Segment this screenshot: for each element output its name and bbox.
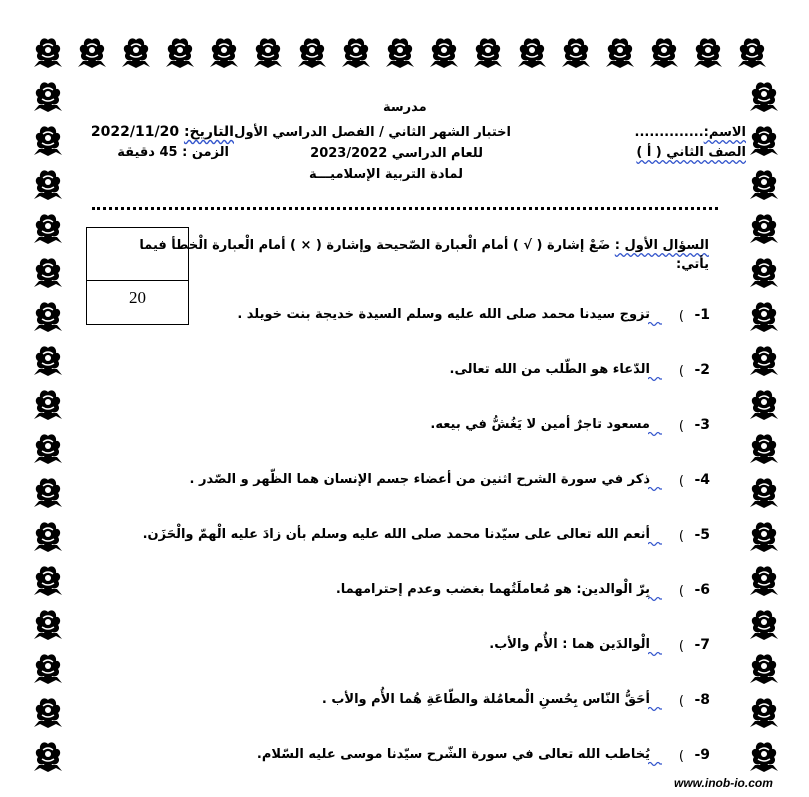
question-item <box>210 417 710 439</box>
date-label: التاريخ: <box>183 124 234 140</box>
question-instruction <box>139 238 709 253</box>
answer-blank[interactable]: ) <box>678 309 684 324</box>
answer-mark-icon <box>648 376 662 382</box>
flower-ornament-icon <box>750 610 778 640</box>
answer-mark-icon <box>648 541 662 547</box>
flower-ornament-icon <box>430 38 458 68</box>
answer-blank[interactable]: ) <box>678 584 684 599</box>
question-statement: الْوالدَين هما : الأُم والأب. <box>489 637 650 652</box>
flower-ornament-icon <box>78 38 106 68</box>
answer-blank[interactable]: ) <box>678 419 684 434</box>
flower-ornament-icon <box>34 82 62 112</box>
flower-ornament-icon <box>210 38 238 68</box>
flower-ornament-icon <box>694 38 722 68</box>
question-statement: تزوج سيدنا محمد صلى الله عليه وسلم السيدة خديجة بنت خويلد . <box>237 307 650 322</box>
question-item <box>142 527 710 549</box>
question-number: -1 <box>694 307 710 323</box>
flower-ornament-icon <box>750 522 778 552</box>
question-number: -9 <box>694 747 710 763</box>
flower-ornament-icon <box>34 566 62 596</box>
question-number: -4 <box>694 472 710 488</box>
question-item <box>210 692 710 714</box>
flower-ornament-icon <box>750 434 778 464</box>
exam-duration: الزمن : 45 دقيقة <box>117 145 229 160</box>
name-blank: .............. <box>634 125 704 140</box>
exam-title: اختبار الشهر الثاني / الفصل الدراسي الأول <box>234 125 511 140</box>
question-item <box>210 362 710 384</box>
question-statement: مسعود تاجرٌ أمين لا يَغُشُّ في بيعه. <box>430 417 650 432</box>
score-box-divider <box>87 280 188 281</box>
flower-ornament-icon <box>750 346 778 376</box>
question-number: -6 <box>694 582 710 598</box>
flower-ornament-icon <box>34 698 62 728</box>
flower-ornament-icon <box>750 170 778 200</box>
question-number: -5 <box>694 527 710 543</box>
question-title: السؤال الأول : <box>614 238 709 253</box>
flower-ornament-icon <box>738 38 766 68</box>
flower-ornament-icon <box>474 38 502 68</box>
flower-ornament-icon <box>34 742 62 772</box>
answer-blank[interactable]: ) <box>678 364 684 379</box>
answer-mark-icon <box>648 596 662 602</box>
flower-ornament-icon <box>750 742 778 772</box>
question-item <box>210 747 710 769</box>
answer-mark-icon <box>648 431 662 437</box>
answer-blank[interactable]: ) <box>678 694 684 709</box>
flower-ornament-icon <box>750 214 778 244</box>
flower-ornament-icon <box>34 258 62 288</box>
student-name-field[interactable] <box>635 125 746 140</box>
flower-ornament-icon <box>254 38 282 68</box>
flower-ornament-icon <box>34 522 62 552</box>
flower-ornament-icon <box>650 38 678 68</box>
answer-mark-icon <box>648 321 662 327</box>
question-number: -8 <box>694 692 710 708</box>
flower-ornament-icon <box>34 478 62 508</box>
flower-ornament-icon <box>562 38 590 68</box>
date-value: 2022/11/20 <box>90 124 180 140</box>
answer-mark-icon <box>648 761 662 767</box>
question-number: -2 <box>694 362 710 378</box>
question-item <box>210 637 710 659</box>
flower-ornament-icon <box>518 38 546 68</box>
question-number: -3 <box>694 417 710 433</box>
question-item <box>210 582 710 604</box>
answer-mark-icon <box>648 486 662 492</box>
flower-ornament-icon <box>34 38 62 68</box>
answer-blank[interactable]: ) <box>678 749 684 764</box>
answer-blank[interactable]: ) <box>678 529 684 544</box>
flower-ornament-icon <box>298 38 326 68</box>
question-statement: يُخاطب الله تعالى في سورة الشّرح سيّدنا موسى عليه السّلام. <box>256 747 650 762</box>
flower-ornament-icon <box>166 38 194 68</box>
flower-ornament-icon <box>386 38 414 68</box>
flower-ornament-icon <box>34 610 62 640</box>
question-statement: أحَقُّ النّاس بِحُسنِ الْمعامُلة والطّاعَةِ هُما الأُم والأب . <box>321 692 650 707</box>
flower-ornament-icon <box>750 302 778 332</box>
flower-ornament-icon <box>750 126 778 156</box>
flower-ornament-icon <box>606 38 634 68</box>
subject-title: لمادة التربية الإسلاميـــة <box>308 167 463 182</box>
question-item <box>210 307 710 329</box>
flower-ornament-icon <box>750 654 778 684</box>
flower-ornament-icon <box>34 434 62 464</box>
total-score: 20 <box>129 288 146 307</box>
school-label: مدرسة <box>383 100 427 115</box>
flower-ornament-icon <box>750 258 778 288</box>
flower-ornament-icon <box>750 566 778 596</box>
flower-ornament-icon <box>34 302 62 332</box>
flower-ornament-icon <box>34 126 62 156</box>
flower-ornament-icon <box>750 390 778 420</box>
instruction-continuation: يأتي: <box>676 257 709 272</box>
website-footer: www.inob-io.com <box>674 776 773 790</box>
flower-ornament-icon <box>122 38 150 68</box>
answer-blank[interactable]: ) <box>678 474 684 489</box>
flower-ornament-icon <box>750 478 778 508</box>
answer-blank[interactable]: ) <box>678 639 684 654</box>
question-statement: أنعم الله تعالى على سيّدنا محمد صلى الله عليه وسلم بأن زادَ عليه الْهمّ والْحَزَن. <box>142 527 650 542</box>
flower-ornament-icon <box>34 170 62 200</box>
question-item <box>189 472 710 494</box>
flower-ornament-icon <box>750 698 778 728</box>
flower-ornament-icon <box>34 390 62 420</box>
answer-mark-icon <box>648 651 662 657</box>
exam-date <box>91 124 234 140</box>
flower-ornament-icon <box>34 654 62 684</box>
instruction-text: ضَعْ إشارة ( √ ) أمام الْعبارة الصّحيحة وإشارة ( × ) أمام الْعبارة الْخطأ فيما <box>139 238 611 253</box>
question-number: -7 <box>694 637 710 653</box>
question-statement: ذكر في سورة الشرح اثنين من أعضاء جسم الإنسان هما الظّهر و الصّدر . <box>189 472 650 487</box>
flower-ornament-icon <box>750 82 778 112</box>
question-statement: بِرّ الْوالدين: هو مُعاملَتُهما بغضب وعدم إحترامهما. <box>335 582 650 597</box>
academic-year: للعام الدراسي 2023/2022 <box>310 146 483 161</box>
question-statement: الدّعاء هو الطّلب من الله تعالى. <box>449 362 650 377</box>
flower-ornament-icon <box>342 38 370 68</box>
flower-ornament-icon <box>34 346 62 376</box>
header-divider <box>92 207 718 210</box>
name-label: الاسم: <box>703 125 746 140</box>
flower-ornament-icon <box>34 214 62 244</box>
answer-mark-icon <box>648 706 662 712</box>
grade-label: الصف الثاني ( أ ) <box>636 145 746 160</box>
